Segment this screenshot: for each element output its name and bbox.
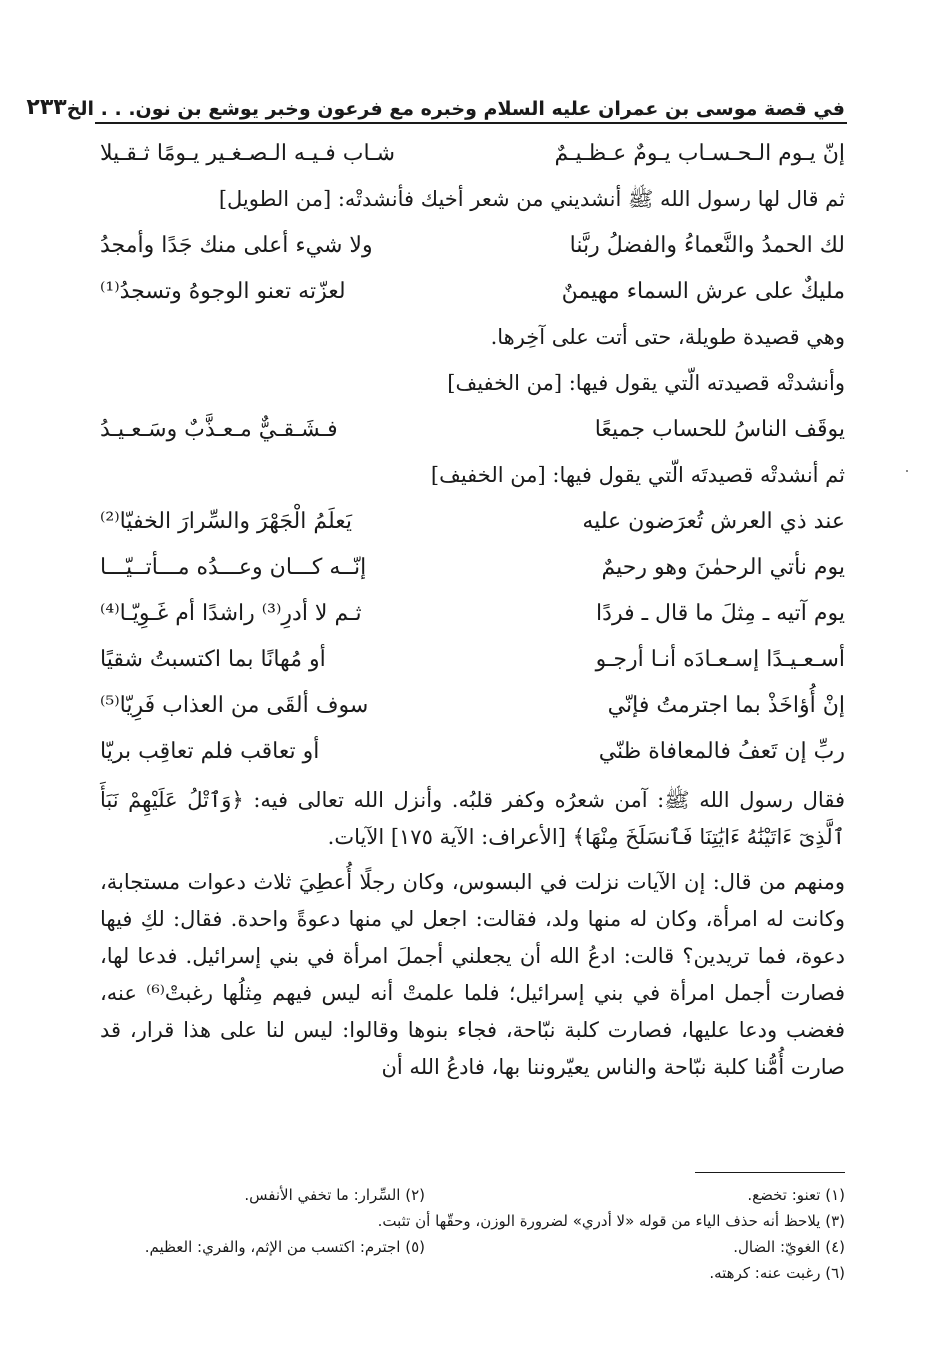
page-number: ٢٣٣ <box>26 95 67 120</box>
prose-line: ثم قال لها رسول الله ﷺ أنشديني من شعر أخيك فأنشدتْه: [من الطويل] <box>218 187 845 211</box>
verse-line <box>100 498 845 544</box>
header-rule <box>95 122 847 124</box>
verse-first-hemistich: مليكٌ على عرش السماء مهيمنٌ <box>561 278 845 304</box>
footnote: (٢) السِّرار: ما تخفي الأنفس. <box>244 1186 425 1204</box>
verse-second-hemistich: سوف ألقَى من العذاب فَرِيّا⁽⁵⁾ <box>100 692 369 718</box>
verse-second-hemistich: ولا شيء أعلى منك جَدًا وأمجدُ <box>100 232 373 258</box>
verse-first-hemistich: يوقَف الناسُ للحساب جميعًا <box>594 416 845 442</box>
verse-line <box>100 728 845 774</box>
footnote: (٣) يلاحظ أنه حذف الياء من قوله «لا أدري» لضرورة الوزن، وحقّها أن تثبت. <box>377 1212 845 1230</box>
verse-first-hemistich: إنْ أُؤاخَذْ بما اجترمتُ فإنّي <box>607 692 845 718</box>
footnote-row <box>100 1260 845 1286</box>
verse-second-hemistich: إنّــه كـــان وعـــدُه مـــأتــيّـــا <box>100 554 367 580</box>
verse-second-hemistich: ثـم لا أدرِ⁽³⁾ راشدًا أم غَـوِيّـا⁽⁴⁾ <box>100 600 362 626</box>
verse-second-hemistich: يَعلَمُ الْجَهْرَ والسِّرارَ الخفيّا⁽²⁾ <box>100 508 353 534</box>
prose-line: وهي قصيدة طويلة، حتى أتت على آخِرها. <box>490 325 845 349</box>
verse-first-hemistich: يوم آتيه ـ مِثلَ ما قال ـ فردًا <box>596 600 845 626</box>
running-header <box>26 80 845 120</box>
footnote-row <box>100 1234 845 1260</box>
verse-second-hemistich: شـاب فـيـه الـصـغـير يـومًا ثـقـيلا <box>100 140 396 166</box>
prose-line: وأنشدتْه قصيدته الّتي يقول فيها: [من الخفيف] <box>447 371 845 395</box>
verse-first-hemistich: عند ذي العرش تُعرَضون عليه <box>582 508 845 534</box>
footnote: (١) تعنو: تخضع. <box>747 1186 845 1204</box>
main-text <box>100 130 845 1086</box>
footnote-rule <box>695 1172 845 1173</box>
paragraph-revelation: فقال رسول الله ﷺ: آمن شعرُه وكفر قلبُه. وأنزل الله تعالى فيه: ﴿وَٱتْلُ عَلَيْهِمْ نَبَأَ ٱلَّذِىٓ ءَاتَيْنَٰهُ ءَايَٰتِنَا فَٱنسَلَخَ مِنْهَا﴾ [الأعراف: الآية ١٧٥] الآيات. <box>100 788 845 849</box>
verse-second-hemistich: لعزّته تعنو الوجوهُ وتسجدُ⁽¹⁾ <box>100 278 346 304</box>
verse-first-hemistich: يوم نأتي الرحمٰنَ وهو رحيمٌ <box>601 554 845 580</box>
footnote: (٤) الغويّ: الضال. <box>733 1238 845 1256</box>
verse-line <box>100 130 845 176</box>
verse-second-hemistich: فـشَـقـيٌّ مـعـذَّبٌ وسَـعـيـدُ <box>100 416 338 442</box>
footnotes <box>100 1182 845 1286</box>
verse-line <box>100 222 845 268</box>
footnote: (٦) رغبت عنه: كرهته. <box>709 1264 845 1282</box>
verse-second-hemistich: أو مُهانًا بما اكتسبتُ شقيًا <box>100 646 326 672</box>
poem-section <box>100 130 845 774</box>
verse-line <box>100 636 845 682</box>
footnote: (٥) اجترم: اكتسب من الإثم، والفري: العظيم. <box>144 1238 425 1256</box>
verse-line <box>100 544 845 590</box>
verse-line <box>100 682 845 728</box>
header-title: في قصة موسى بن عمران عليه السلام وخبره مع فرعون وخبر يوشع بن نون. . . الخ <box>66 98 845 120</box>
verse-second-hemistich: أو تعاقب فلم تعاقِب بريّا <box>100 738 320 764</box>
verse-line <box>100 406 845 452</box>
footnote-row <box>100 1182 845 1208</box>
scan-speck <box>906 470 908 472</box>
verse-first-hemistich: ربِّ إن تَعفُ فالمعافاة ظنّي <box>598 738 845 764</box>
paragraph-basus: ومنهم من قال: إن الآيات نزلت في البسوس، وكان رجلًا أُعطِيَ ثلاث دعوات مستجابة، وكانت له امرأة، وكان له منها ولد، فقالت: اجعل لي منها دعوةً واحدة. فقال: لكِ فيها دعوة، فما تريدين؟ قالت: ادعُ الله أن يجعلني أجملَ امرأة في بني إسرائيل. فدعا لها، فصارت أجمل امرأة في بني إسرائيل؛ فلما علمتْ أنه ليس فيهم مِثلُها رغبتْ⁽⁶⁾ عنه، فغضب ودعا عليها، فصارت كلبة نبّاحة، فجاء بنوها وقالوا: ليس لنا على هذا قرار، قد صارت أُمُّنا كلبة نبّاحة والناس يعيّروننا بها، فادعُ الله أن <box>100 870 845 1079</box>
verse-first-hemistich: أسـعـيـدًا إسـعـادَه أنـا أرجـو <box>595 646 845 672</box>
verse-line <box>100 590 845 636</box>
prose-line: ثم أنشدتْه قصيدتَه الّتي يقول فيها: [من الخفيف] <box>430 463 845 487</box>
footnote-row <box>100 1208 845 1234</box>
verse-first-hemistich: لك الحمدُ والنَّعماءُ والفضلُ ربَّنا <box>569 232 845 258</box>
verse-line <box>100 268 845 314</box>
verse-first-hemistich: إنّ يـوم الـحـسـاب يـومٌ عـظـيـمٌ <box>554 140 845 166</box>
